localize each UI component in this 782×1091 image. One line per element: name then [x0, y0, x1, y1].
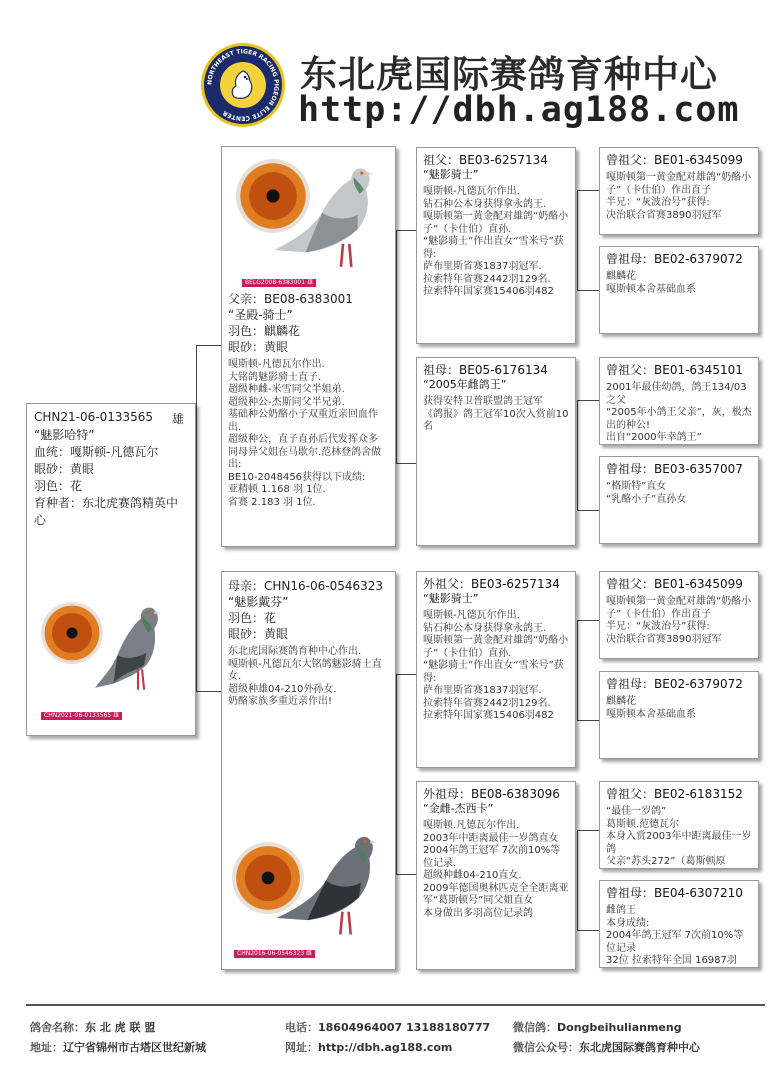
- grandparent-ring: 祖父：BE03-6257134: [423, 153, 548, 167]
- grandparent-card: [416, 571, 576, 768]
- great-grandparent-ring: 曾祖父：BE01-6345101: [606, 363, 743, 377]
- grandparent-notes: 获得安特卫普联盟鸽王冠军 《鸽报》鸽王冠军10次入赏前10名: [423, 396, 569, 432]
- grandparent-card: [416, 357, 576, 546]
- grandparent-notes: 嘎斯顿.凡德瓦尔作出. 2003年中距离最佳一岁鸽直女 2004年鸽王冠军 7次前10%等位记录. 超级种雌04-210直女. 2009年德国奥林匹克全全距离亚军“葛斯顿号”同父姐直女 本身做出多羽高位记录鸽: [423, 820, 569, 919]
- sire-photo: [228, 153, 389, 291]
- great-grandparent-ring: 曾祖父：BE02-6183152: [606, 787, 743, 801]
- sire-name: “圣殿-骑士”: [228, 308, 293, 322]
- great-grandparent-card: [599, 246, 759, 334]
- connector: [577, 830, 599, 831]
- connector: [396, 674, 397, 874]
- great-grandparent-notes: “格斯特”直女 “乳酪小子”直孙女: [606, 481, 687, 505]
- grandparent-card: [416, 781, 576, 970]
- page-title: 东北虎国际赛鸽育种中心: [300, 53, 718, 96]
- great-grandparent-notes: 雌鸽王 本身成绩: 2004年鸽王冠军 7次前10%等位记录 32位 拉索特年全国 16987羽: [606, 905, 744, 966]
- grandparent-ring: 外祖父：BE03-6257134: [423, 577, 560, 591]
- sire-color: 羽色：麒麟花: [228, 324, 301, 338]
- subject-name: “魅影哈特”: [34, 428, 95, 442]
- great-grandparent-ring: 曾祖母：BE03-6357007: [606, 462, 743, 476]
- connector: [196, 345, 197, 691]
- subject-photo: [35, 594, 185, 724]
- connector: [577, 190, 578, 290]
- subject-photo-tag: CHN2021-06-0133565 雄: [41, 712, 122, 720]
- logo-center: [220, 62, 266, 108]
- footer-loft: 鸽舍名称：东 北 虎 联 盟: [30, 1021, 156, 1034]
- great-grandparent-notes: 麒麟花 嘎斯顿本舍基础血系: [606, 696, 696, 720]
- great-grandparent-card: [599, 880, 759, 968]
- subject-card: [26, 403, 196, 736]
- subject-eye: 眼砂：黄眼: [34, 462, 95, 476]
- sire-notes: 嘎斯顿-凡德瓦尔作出. 大铭鸽魅影骑士直子. 超级种雌-米雪同父半姐弟. 超级种公-杰斯同父半兄弟. 基础种公奶酪小子双重近亲回血作出. 超级种公，直子直孙后代发挥众多 同母异父姐在马歇尔.范林登鸽舍做出: BE10-2048456获得以下成绩: 亚精顿 1.168 羽 1位. 省赛 2.183 羽 1位.: [228, 359, 382, 508]
- great-grandparent-notes: 2001年最佳幼鸽，鸽王134/03之父 “2005年小鸽王父亲”，灰，极杰出的种公! 出自“2000年幸鸽王”: [606, 382, 752, 443]
- grandparent-name: “2005年雌鸽王”: [423, 378, 507, 391]
- connector: [196, 691, 221, 692]
- subject-breeder: 育种者：东北虎赛鸽精英中心: [34, 496, 179, 527]
- subject-pigeon-icon: [93, 594, 185, 714]
- dam-notes: 东北虎国际赛鸽育种中心作出. 嘎斯顿-凡德瓦尔大铭鸽魅影骑士直女. 超级种雄04-210外孙女. 奶酪家族多重近亲作出!: [228, 646, 382, 707]
- connector: [396, 230, 416, 231]
- great-grandparent-notes: 嘎斯顿第一黄金配对雄鸽“奶酪小子”（卡仕伯）作出直子 半兄：“灰波治号”获得: 决治联合省赛3890羽冠军: [606, 596, 752, 645]
- subject-sex: 雄: [171, 412, 184, 426]
- great-grandparent-ring: 曾祖母：BE02-6379072: [606, 252, 743, 266]
- great-grandparent-ring: 曾祖母：BE02-6379072: [606, 677, 743, 691]
- dam-pigeon-icon: [268, 824, 392, 950]
- grandparent-notes: 嘎斯顿-凡德瓦尔作出. 钻石种公本身获得拿永鸽王. 嘎斯顿第一黄金配对雄鸽“奶酪小子”（卡仕伯）直孙. “魅影骑士”作出直女“雪米号”获得: 萨布里斯省赛1837羽冠军. 拉索特年省赛2442羽129名. 拉索特年国家赛15406羽482: [423, 186, 569, 297]
- pigeon-logo-icon: [228, 68, 258, 102]
- connector: [577, 400, 578, 510]
- grandparent-name: “金雌-杰西卡”: [423, 802, 494, 815]
- footer-official-account: 微信公众号：东北虎国际赛鸽育种中心: [513, 1041, 700, 1054]
- sire-pigeon-icon: [268, 157, 393, 285]
- grandparent-name: “魅影骑士”: [423, 592, 479, 605]
- connector: [396, 674, 416, 675]
- grandparent-name: “魅影骑士”: [423, 168, 479, 181]
- subject-ring: CHN21-06-0133565: [34, 410, 154, 424]
- great-grandparent-ring: 曾祖父：BE01-6345099: [606, 577, 743, 591]
- great-grandparent-ring: 曾祖父：BE01-6345099: [606, 153, 743, 167]
- great-grandparent-card: [599, 357, 759, 445]
- dam-color: 羽色：花: [228, 611, 277, 625]
- svg-text:NORTHEAST TIGER RACING PIGEON: NORTHEAST TIGER RACING PIGEON ELITE CENTER: [206, 48, 280, 122]
- connector: [577, 620, 578, 720]
- great-grandparent-card: [599, 671, 759, 759]
- footer-phone: 电话：18604964007 13188180777: [285, 1021, 491, 1034]
- great-grandparent-card: [599, 781, 759, 869]
- great-grandparent-notes: “最佳一岁鸽” 葛斯顿.范德瓦尔 本身入赏2003年中距离最佳一岁鸽 父亲“苏头272”（葛斯顿原: [606, 806, 752, 867]
- dam-name: “魅影戴芬”: [228, 595, 289, 609]
- great-grandparent-card: [599, 571, 759, 659]
- great-grandparent-card: [599, 456, 759, 544]
- great-grandparent-ring: 曾祖母：BE04-6307210: [606, 886, 743, 900]
- connector: [577, 190, 599, 191]
- great-grandparent-notes: 嘎斯顿第一黄金配对雄鸽“奶酪小子”（卡仕伯）作出直子 半兄：“灰波治号”获得: 决治联合省赛3890羽冠军: [606, 172, 752, 221]
- subject-color: 羽色：花: [34, 479, 83, 493]
- dam-card: [221, 571, 396, 970]
- sire-photo-tag: BELG2008-6383001 雄: [242, 279, 316, 287]
- connector: [577, 720, 599, 721]
- connector: [577, 290, 599, 291]
- grandparent-ring: 祖母：BE05-6176134: [423, 363, 548, 377]
- footer-wechat: 微信鸽：Dongbeihulianmeng: [513, 1021, 682, 1034]
- great-grandparent-notes: 麒麟花 嘎斯顿本舍基础血系: [606, 271, 696, 295]
- connector: [577, 830, 578, 930]
- connector: [577, 510, 599, 511]
- connector: [577, 400, 599, 401]
- connector: [577, 620, 599, 621]
- sire-eye: 眼砂：黄眼: [228, 340, 289, 354]
- connector: [577, 930, 599, 931]
- connector: [396, 874, 416, 875]
- great-grandparent-card: [599, 147, 759, 235]
- footer-divider: [26, 1004, 765, 1006]
- dam-ring: 母亲：CHN16-06-0546323: [228, 579, 384, 593]
- site-url[interactable]: http://dbh.ag188.com: [298, 90, 740, 130]
- sire-ring: 父亲：BE08-6383001: [228, 292, 353, 306]
- loft-logo: [201, 43, 285, 127]
- connector: [196, 345, 221, 346]
- footer-address: 地址：辽宁省锦州市古塔区世纪新城: [30, 1041, 206, 1054]
- dam-eye: 眼砂：黄眼: [228, 627, 289, 641]
- subject-bloodline: 血统：嘎斯顿-凡德瓦尔: [34, 445, 159, 459]
- grandparent-notes: 嘎斯顿-凡德瓦尔作出. 钻石种公本身获得拿永鸽王. 嘎斯顿第一黄金配对雄鸽“奶酪小子”（卡仕伯）直孙. “魅影骑士”作出直女“雪米号”获得: 萨布里斯省赛1837羽冠军. 拉索特年省赛2442羽129名. 拉索特年国家赛15406羽482: [423, 610, 569, 721]
- grandparent-card: [416, 147, 576, 344]
- dam-photo: [228, 822, 390, 962]
- sire-card: [221, 146, 396, 547]
- connector: [396, 230, 397, 463]
- connector: [396, 463, 416, 464]
- dam-photo-tag: CHN2016-06-0546323 雌: [234, 950, 315, 958]
- grandparent-ring: 外祖母：BE08-6383096: [423, 787, 560, 801]
- footer-site[interactable]: 网址：http://dbh.ag188.com: [285, 1041, 453, 1054]
